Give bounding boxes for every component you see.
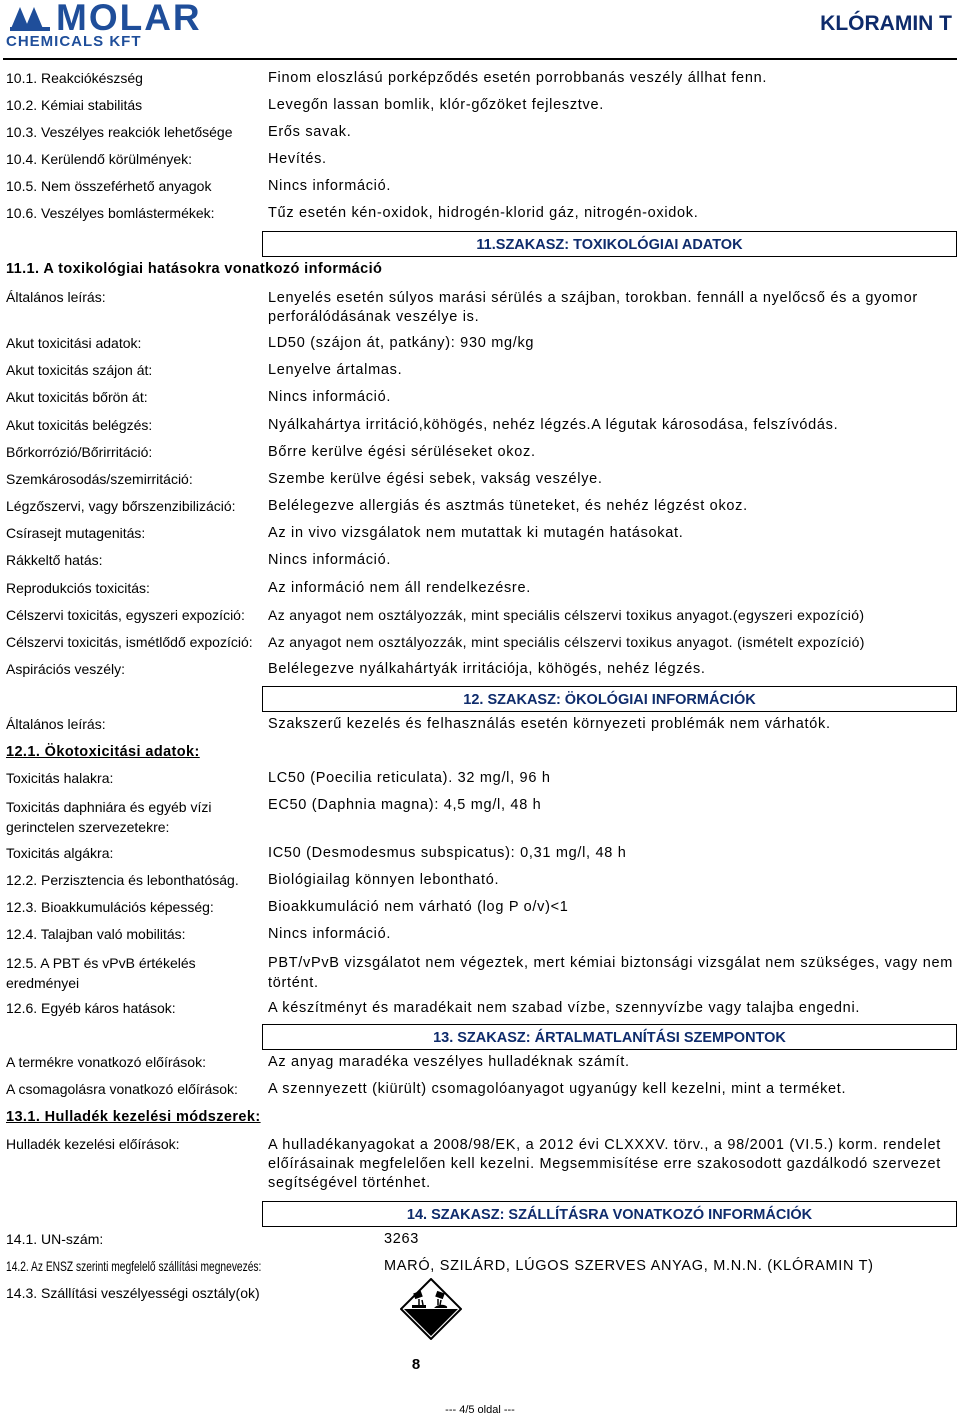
row-label: Célszervi toxicitás, ismétlődő expozíció:	[6, 634, 253, 650]
row-value: Belélegezve allergiás és asztmás tüneteket, és nehéz légzést okoz.	[268, 498, 748, 514]
row-value: Biológiailag könnyen lebontható.	[268, 872, 500, 888]
row-label: 14.3. Szállítási veszélyességi osztály(ok)	[6, 1285, 260, 1301]
row-label: 12.5. A PBT és vPvB értékelés eredményei	[6, 955, 196, 991]
row-value: Erős savak.	[268, 124, 352, 140]
row-label: A termékre vonatkozó előírások:	[6, 1054, 206, 1070]
row-value: Az információ nem áll rendelkezésre.	[268, 580, 531, 596]
row-value: Nincs információ.	[268, 926, 392, 942]
row-value: Az anyagot nem osztályozzák, mint speciális célszervi toxikus anyagot.(egyszeri expozíció)	[268, 607, 865, 623]
corrosive-hazard-icon	[400, 1278, 462, 1340]
row-value: Bőrre kerülve égési sérüléseket okoz.	[268, 444, 536, 460]
row-label: 12.2. Perzisztencia és lebonthatóság.	[6, 872, 239, 888]
row-label: Toxicitás algákra:	[6, 845, 114, 861]
s13-subheading: 13.1. Hulladék kezelési módszerek:	[6, 1109, 261, 1125]
row-value: Tűz esetén kén-oxidok, hidrogén-klorid gáz, nitrogén-oxidok.	[268, 205, 699, 221]
row-label: 10.4. Kerülendő körülmények:	[6, 151, 192, 167]
section-11-title: 11.SZAKASZ: TOXIKOLÓGIAI ADATOK	[262, 231, 957, 257]
row-label: 10.6. Veszélyes bomlástermékek:	[6, 205, 215, 221]
row-value: EC50 (Daphnia magna): 4,5 mg/l, 48 h	[268, 797, 542, 813]
pictogram-number: 8	[411, 1356, 421, 1373]
row-value: Bioakkumuláció nem várható (log P o/v)<1	[268, 899, 569, 915]
company-name: MOLAR	[56, 0, 202, 38]
row-value: Nincs információ.	[268, 389, 392, 405]
row-value: Nyálkahártya irritáció,köhögés, nehéz légzés.A légutak károsodása, felszívódás.	[268, 417, 839, 433]
row-label: Akut toxicitás szájon át:	[6, 362, 153, 378]
row-label: 14.2. Az ENSZ szerinti megfelelő szállítási megnevezés:	[6, 1258, 262, 1274]
row-value: Hevítés.	[268, 151, 327, 167]
row-value: Lenyelve ártalmas.	[268, 362, 403, 378]
row-label: Reprodukciós toxicitás:	[6, 580, 150, 596]
row-value: Belélegezve nyálkahártyák irritációja, köhögés, nehéz légzés.	[268, 661, 706, 677]
company-logo	[6, 0, 226, 50]
row-value: Szakszerű kezelés és felhasználás esetén környezeti problémák nem várhatók.	[268, 716, 831, 732]
row-label: Akut toxicitási adatok:	[6, 335, 142, 351]
row-value: Szembe kerülve égési sebek, vakság veszélye.	[268, 471, 603, 487]
row-label: Bőrkorrózió/Bőrirritáció:	[6, 444, 153, 460]
row-value: A hulladékanyagokat a 2008/98/EK, a 2012 évi CLXXXV. törv., a 98/2001 (VI.5.) korm. rendelet előírásainak megfelelően kell kezelni. Megsemmisítése erre szakosodott gazdálkodó szervezet segítségével történhet.	[268, 1137, 942, 1191]
row-value: A készítményt és maradékait nem szabad vízbe, szennyvízbe vagy talajba engedni.	[268, 1000, 861, 1016]
row-label: 12.4. Talajban való mobilitás:	[6, 926, 186, 942]
row-value: Lenyelés esetén súlyos marási sérülés a szájban, torokban. fennáll a nyelőcső és a gyomor perforálódásának veszélye is.	[268, 290, 918, 325]
row-value: PBT/vPvB vizsgálatot nem végeztek, mert kémiai biztonsági vizsgálat nem szükséges, vagy nem történt.	[268, 955, 954, 991]
row-label: 10.5. Nem összeférhető anyagok	[6, 178, 212, 194]
row-label: Akut toxicitás belégzés:	[6, 417, 153, 433]
row-label: 12.3. Bioakkumulációs képesség:	[6, 899, 214, 915]
row-value: A szennyezett (kiürült) csomagolóanyagot ugyanúgy kell kezelni, mint a terméket.	[268, 1081, 847, 1097]
row-value: MARÓ, SZILÁRD, LÚGOS SZERVES ANYAG, M.N.N. (KLÓRAMIN T)	[384, 1258, 874, 1274]
row-label: Toxicitás daphniára és egyéb vízi gerinctelen szervezetekre:	[6, 799, 212, 835]
row-label: Csírasejt mutagenitás:	[6, 525, 146, 541]
row-label: 10.3. Veszélyes reakciók lehetősége	[6, 124, 233, 140]
header-divider	[3, 58, 957, 60]
row-value: Az anyagot nem osztályozzák, mint speciális célszervi toxikus anyagot. (ismételt expozíció)	[268, 634, 865, 650]
section-14-title: 14. SZAKASZ: SZÁLLÍTÁSRA VONATKOZÓ INFORMÁCIÓK	[262, 1201, 957, 1227]
row-label: Hulladék kezelési előírások:	[6, 1136, 180, 1152]
row-label: Légzőszervi, vagy bőrszenzibilizáció:	[6, 498, 236, 514]
row-label: 10.1. Reakciókészség	[6, 70, 143, 86]
document-title: KLÓRAMIN T	[820, 12, 952, 35]
row-value: LC50 (Poecilia reticulata). 32 mg/l, 96 h	[268, 770, 551, 786]
row-label: Akut toxicitás bőrön át:	[6, 389, 148, 405]
row-label: 14.1. UN-szám:	[6, 1231, 104, 1247]
row-label: 10.2. Kémiai stabilitás	[6, 97, 143, 113]
row-value: Nincs információ.	[268, 552, 392, 568]
s12-subheading: 12.1. Ökotoxicitási adatok:	[6, 744, 200, 760]
row-value: Nincs információ.	[268, 178, 392, 194]
row-value: IC50 (Desmodesmus subspicatus): 0,31 mg/l, 48 h	[268, 845, 627, 861]
row-label: 12.6. Egyéb káros hatások:	[6, 1000, 176, 1016]
section-13-title: 13. SZAKASZ: ÁRTALMATLANÍTÁSI SZEMPONTOK	[262, 1024, 957, 1050]
row-value: Finom eloszlású porképződés esetén porrobbanás veszély állhat fenn.	[268, 70, 768, 86]
row-value: 3263	[384, 1231, 420, 1247]
row-value: Az in vivo vizsgálatok nem mutattak ki mutagén hatásokat.	[268, 525, 684, 541]
page-footer: --- 4/5 oldal ---	[445, 1404, 515, 1416]
row-label: Rákkeltő hatás:	[6, 552, 103, 568]
logo-mark-icon	[10, 5, 50, 31]
row-value: LD50 (szájon át, patkány): 930 mg/kg	[268, 335, 535, 351]
row-label: Célszervi toxicitás, egyszeri expozíció:	[6, 607, 245, 623]
row-label: Toxicitás halakra:	[6, 770, 114, 786]
row-label: A csomagolásra vonatkozó előírások:	[6, 1081, 238, 1097]
row-value: Az anyag maradéka veszélyes hulladéknak számít.	[268, 1054, 630, 1070]
section-12-title: 12. SZAKASZ: ÖKOLÓGIAI INFORMÁCIÓK	[262, 686, 957, 712]
row-label: Általános leírás:	[6, 289, 106, 305]
company-subname: CHEMICALS KFT	[6, 33, 142, 50]
s11-subheading: 11.1. A toxikológiai hatásokra vonatkozó információ	[6, 261, 383, 277]
row-label: Általános leírás:	[6, 716, 106, 732]
row-label: Aspirációs veszély:	[6, 661, 126, 677]
row-label: Szemkárosodás/szemirritáció:	[6, 471, 193, 487]
row-value: Levegőn lassan bomlik, klór-gőzöket fejlesztve.	[268, 97, 604, 113]
